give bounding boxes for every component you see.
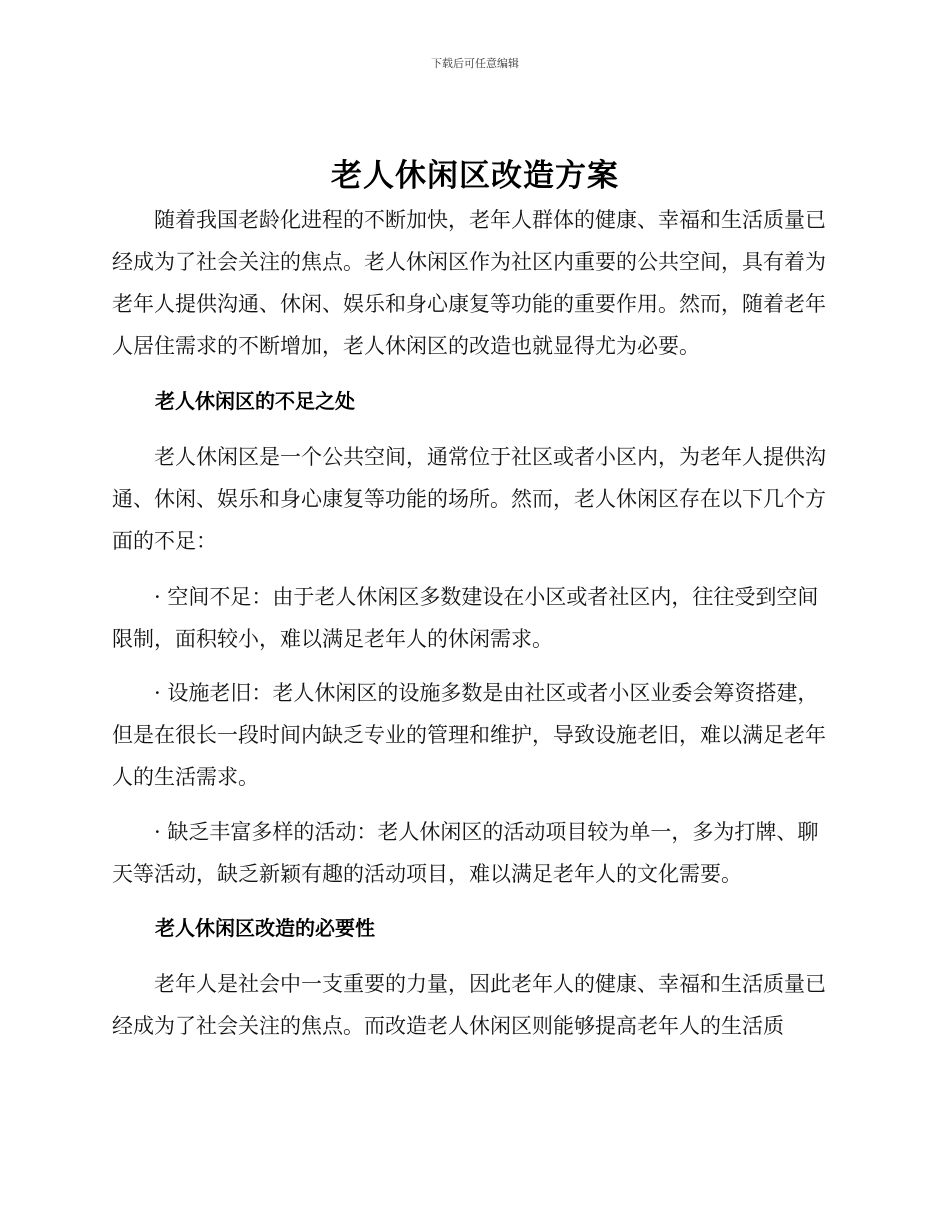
intro-paragraph: 随着我国老龄化进程的不断加快，老年人群体的健康、幸福和生活质量已经成为了社会关注的焦点。老人休闲区作为社区内重要的公共空间，具有着为老年人提供沟通、休闲、娱乐和身心康复等功能的重要作用。然而，随着老年人居住需求的不断增加，老人休闲区的改造也就显得尤为必要。 (112, 208, 826, 358)
document-title: 老人休闲区改造方案 (331, 158, 619, 194)
section-heading-necessity: 老人休闲区改造的必要性 (155, 916, 375, 940)
section-heading-shortcomings: 老人休闲区的不足之处 (155, 389, 355, 413)
bullet-item-space: · 空间不足：由于老人休闲区多数建设在小区或者社区内，往往受到空间限制，面积较小，难以满足老年人的休闲需求。 (112, 585, 819, 651)
header-note: 下载后可任意编辑 (431, 57, 519, 70)
bullet-item-activities: · 缺乏丰富多样的活动：老人休闲区的活动项目较为单一，多为打牌、聊天等活动，缺乏新颖有趣的活动项目，难以满足老年人的文化需要。 (112, 820, 819, 886)
bullet-item-facilities: · 设施老旧：老人休闲区的设施多数是由社区或者小区业委会筹资搭建，但是在很长一段时间内缺乏专业的管理和维护，导致设施老旧，难以满足老年人的生活需求。 (112, 681, 826, 789)
section-paragraph-shortcomings: 老人休闲区是一个公共空间，通常位于社区或者小区内，为老年人提供沟通、休闲、娱乐和身心康复等功能的场所。然而，老人休闲区存在以下几个方面的不足： (112, 445, 826, 553)
section-paragraph-necessity: 老年人是社会中一支重要的力量，因此老年人的健康、幸福和生活质量已经成为了社会关注的焦点。而改造老人休闲区则能够提高老年人的生活质 (112, 972, 826, 1038)
